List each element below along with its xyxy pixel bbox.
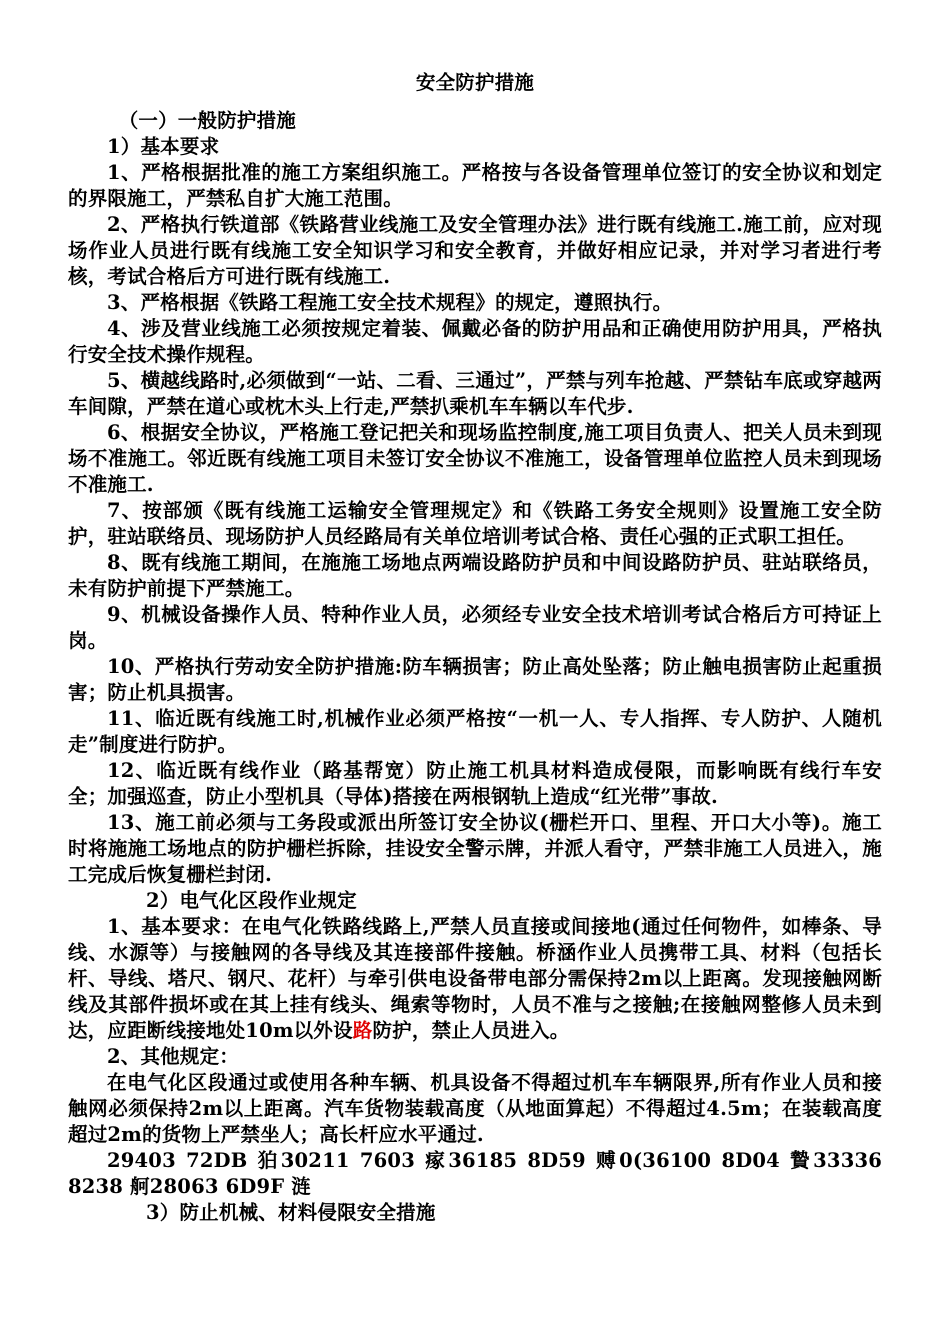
document-page	[68, 70, 882, 1226]
paragraph-garbled-codes: 29403 72DB 狛30211 7603 瘃36185 8D59 赙0(36100 8D04 贄33336 8238 舸28063 6D9F 涟	[68, 1149, 882, 1198]
paragraph-clearance: 在电气化区段通过或使用各种车辆、机具设备不得超过机车车辆限界,所有作业人员和接触网必须保持2m以上距离。汽车货物装载高度（从地面算起）不得超过4.5m；在装载高度超过2m的货物上严禁坐人；高长杆应水平通过.	[68, 1071, 882, 1146]
subsection-heading-electrified: 2）电气化区段作业规定	[146, 889, 357, 912]
paragraph-item-2: 2、严格执行铁道部《铁路营业线施工及安全管理办法》进行既有线施工.施工前，应对现场作业人员进行既有线施工安全知识学习和安全教育，并做好相应记录，并对学习者进行考核，考试合格后方可进行既有线施工.	[68, 213, 882, 288]
paragraph-item-5: 5、横越线路时,必须做到“一站、二看、三通过”，严禁与列车抢越、严禁钻车底或穿越两车间隙，严禁在道心或枕木头上行走,严禁扒乘机车车辆以车代步.	[68, 369, 882, 418]
paragraph-item-11: 11、临近既有线施工时,机械作业必须严格按“一机一人、专人指挥、专人防护、人随机走”制度进行防护。	[68, 707, 882, 756]
text-segment: 1、基本要求：在电气化铁路线路上,严禁人员直接或间接地(通过任何物件，如棒条、导线、水源等）与接触网的各导线及其连接部件接触。桥涵作业人员携带工具、材料（包括长杆、导线、塔尺、钢尺、花杆）与牵引供电设备带电部分需保持2m以上距离。发现接触网断线及其部件损坏或在其上挂有线头、绳索等物时，人员不准与之接触;在接触网整修人员未到达，应距断线接地处10m以外设	[68, 915, 882, 1042]
paragraph-other-rules: 2、其他规定：	[107, 1045, 239, 1068]
paragraph-item-4: 4、涉及营业线施工必须按规定着装、佩戴必备的防护用品和正确使用防护用具，严格执行安全技术操作规程。	[68, 317, 882, 366]
paragraph-item-1: 1、严格根据批准的施工方案组织施工。严格按与各设备管理单位签订的安全协议和划定的界限施工，严禁私自扩大施工范围。	[68, 161, 882, 210]
highlighted-text: 路	[352, 1019, 373, 1042]
paragraph-item-8: 8、既有线施工期间，在施施工场地点两端设路防护员和中间设路防护员、驻站联络员，未有防护前提下严禁施工。	[68, 551, 882, 600]
subsection-heading-intrusion: 3）防止机械、材料侵限安全措施	[146, 1201, 436, 1224]
paragraph-electrified-basic	[68, 914, 882, 1044]
section-heading-general: （一）一般防护措施	[118, 109, 296, 132]
paragraph-item-10: 10、严格执行劳动安全防护措施:防车辆损害；防止高处坠落；防止触电损害防止起重损害；防止机具损害。	[68, 655, 882, 704]
paragraph-item-12: 12、临近既有线作业（路基帮宽）防止施工机具材料造成侵限，而影响既有线行车安全；加强巡查，防止小型机具（导体)搭接在两根钢轨上造成“红光带”事故.	[68, 759, 882, 808]
paragraph-item-6: 6、根据安全协议，严格施工登记把关和现场监控制度,施工项目负责人、把关人员未到现场不准施工。邻近既有线施工项目未签订安全协议不准施工，设备管理单位监控人员未到现场不准施工.	[68, 421, 882, 496]
document-title: 安全防护措施	[415, 71, 535, 94]
subsection-heading-basic: 1）基本要求	[107, 135, 220, 158]
paragraph-item-9: 9、机械设备操作人员、特种作业人员，必须经专业安全技术培训考试合格后方可持证上岗。	[68, 603, 882, 652]
text-segment: 防护，禁止人员进入。	[372, 1019, 570, 1042]
paragraph-item-7: 7、按部颁《既有线施工运输安全管理规定》和《铁路工务安全规则》设置施工安全防护，驻站联络员、现场防护人员经路局有关单位培训考试合格、责任心强的正式职工担任。	[68, 499, 882, 548]
paragraph-item-3: 3、严格根据《铁路工程施工安全技术规程》的规定，遵照执行。	[107, 291, 673, 314]
paragraph-item-13: 13、施工前必须与工务段或派出所签订安全协议(栅栏开口、里程、开口大小等)。施工时将施施工场地点的防护栅栏拆除，挂设安全警示牌，并派人看守，严禁非施工人员进入，施工完成后恢复栅栏封闭.	[68, 811, 882, 886]
